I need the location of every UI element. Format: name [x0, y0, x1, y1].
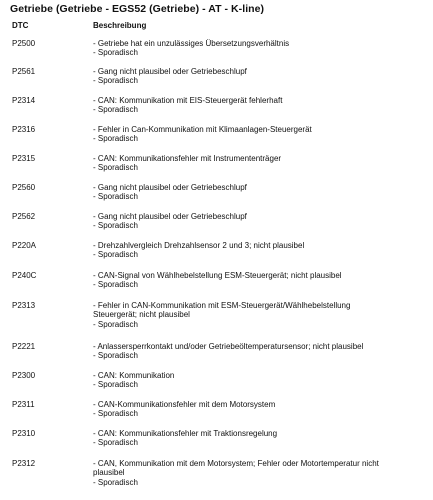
- dtc-description: [93, 400, 423, 419]
- dtc-description: [93, 125, 423, 144]
- dtc-code: P2311: [12, 400, 35, 409]
- description-line: - Anlassersperrkontakt und/oder Getriebeöltemperatursensor; nicht plausibel: [93, 342, 364, 351]
- dtc-description: [93, 67, 423, 86]
- description-line: - CAN-Signal von Wählhebelstellung ESM-Steuergerät; nicht plausibel: [93, 271, 342, 280]
- dtc-code: P2313: [12, 301, 36, 310]
- dtc-code: P2316: [12, 125, 36, 134]
- dtc-description: [93, 342, 423, 361]
- dtc-description: [93, 39, 423, 58]
- description-line: - Sporadisch: [93, 409, 138, 419]
- dtc-code: P2562: [12, 212, 36, 221]
- description-line: - CAN, Kommunikation mit dem Motorsystem; Fehler oder Motortemperatur nicht: [93, 459, 379, 468]
- description-line: - Fehler in CAN-Kommunikation mit ESM-Steuergerät/Wählhebelstellung: [93, 301, 351, 310]
- description-line: - Sporadisch: [93, 192, 138, 202]
- description-line: - Gang nicht plausibel oder Getriebeschlupf: [93, 67, 247, 76]
- description-line: - Sporadisch: [93, 351, 138, 361]
- description-line: - Sporadisch: [93, 105, 138, 115]
- description-line: - CAN: Kommunikationsfehler mit Traktionsregelung: [93, 429, 278, 438]
- description-line: plausibel: [93, 468, 125, 478]
- description-line: - Sporadisch: [93, 319, 138, 329]
- dtc-code: P2315: [12, 154, 36, 163]
- dtc-code: P2300: [12, 371, 36, 380]
- dtc-description: [93, 459, 423, 487]
- description-line: Steuergerät; nicht plausibel: [93, 310, 190, 320]
- dtc-description: [93, 271, 423, 290]
- description-line: - Sporadisch: [93, 380, 138, 390]
- description-line: - Gang nicht plausibel oder Getriebeschlupf: [93, 183, 247, 192]
- description-line: - Getriebe hat ein unzulässiges Übersetzungsverhältnis: [93, 39, 290, 48]
- description-line: - Sporadisch: [93, 221, 138, 231]
- description-line: - Fehler in Can-Kommunikation mit Klimaanlagen-Steuergerät: [93, 125, 312, 134]
- description-line: - Sporadisch: [93, 477, 138, 487]
- document-title: Getriebe (Getriebe - EGS52 (Getriebe) - AT - K-line): [10, 3, 265, 15]
- description-line: - Sporadisch: [93, 438, 138, 448]
- column-header-description: Beschreibung: [93, 21, 147, 30]
- dtc-description: [93, 371, 423, 390]
- dtc-code: P2221: [12, 342, 36, 351]
- dtc-description: [93, 96, 423, 115]
- description-line: - Sporadisch: [93, 76, 138, 86]
- dtc-description: [93, 183, 423, 202]
- dtc-code: P2500: [12, 39, 36, 48]
- description-line: - Sporadisch: [93, 250, 138, 260]
- dtc-code: P2314: [12, 96, 36, 105]
- description-line: - Gang nicht plausibel oder Getriebeschlupf: [93, 212, 247, 221]
- dtc-code: P2561: [12, 67, 36, 76]
- description-line: - Sporadisch: [93, 48, 138, 58]
- dtc-description: [93, 154, 423, 173]
- dtc-code: P2310: [12, 429, 36, 438]
- description-line: - Sporadisch: [93, 134, 138, 144]
- dtc-description: [93, 301, 423, 329]
- dtc-code: P2312: [12, 459, 36, 468]
- description-line: - CAN: Kommunikationsfehler mit Instrumententräger: [93, 154, 282, 163]
- description-line: - CAN-Kommunikationsfehler mit dem Motorsystem: [93, 400, 276, 409]
- description-line: - Drehzahlvergleich Drehzahlsensor 2 und 3; nicht plausibel: [93, 241, 305, 250]
- dtc-description: [93, 212, 423, 231]
- dtc-description: [93, 241, 423, 260]
- description-line: - CAN: Kommunikation mit EIS-Steuergerät fehlerhaft: [93, 96, 283, 105]
- description-line: - Sporadisch: [93, 280, 138, 290]
- description-line: - CAN: Kommunikation: [93, 371, 175, 380]
- dtc-description: [93, 429, 423, 448]
- description-line: - Sporadisch: [93, 163, 138, 173]
- column-header-dtc: DTC: [12, 21, 29, 30]
- dtc-code: P240C: [12, 271, 37, 280]
- dtc-code: P220A: [12, 241, 37, 250]
- dtc-code: P2560: [12, 183, 36, 192]
